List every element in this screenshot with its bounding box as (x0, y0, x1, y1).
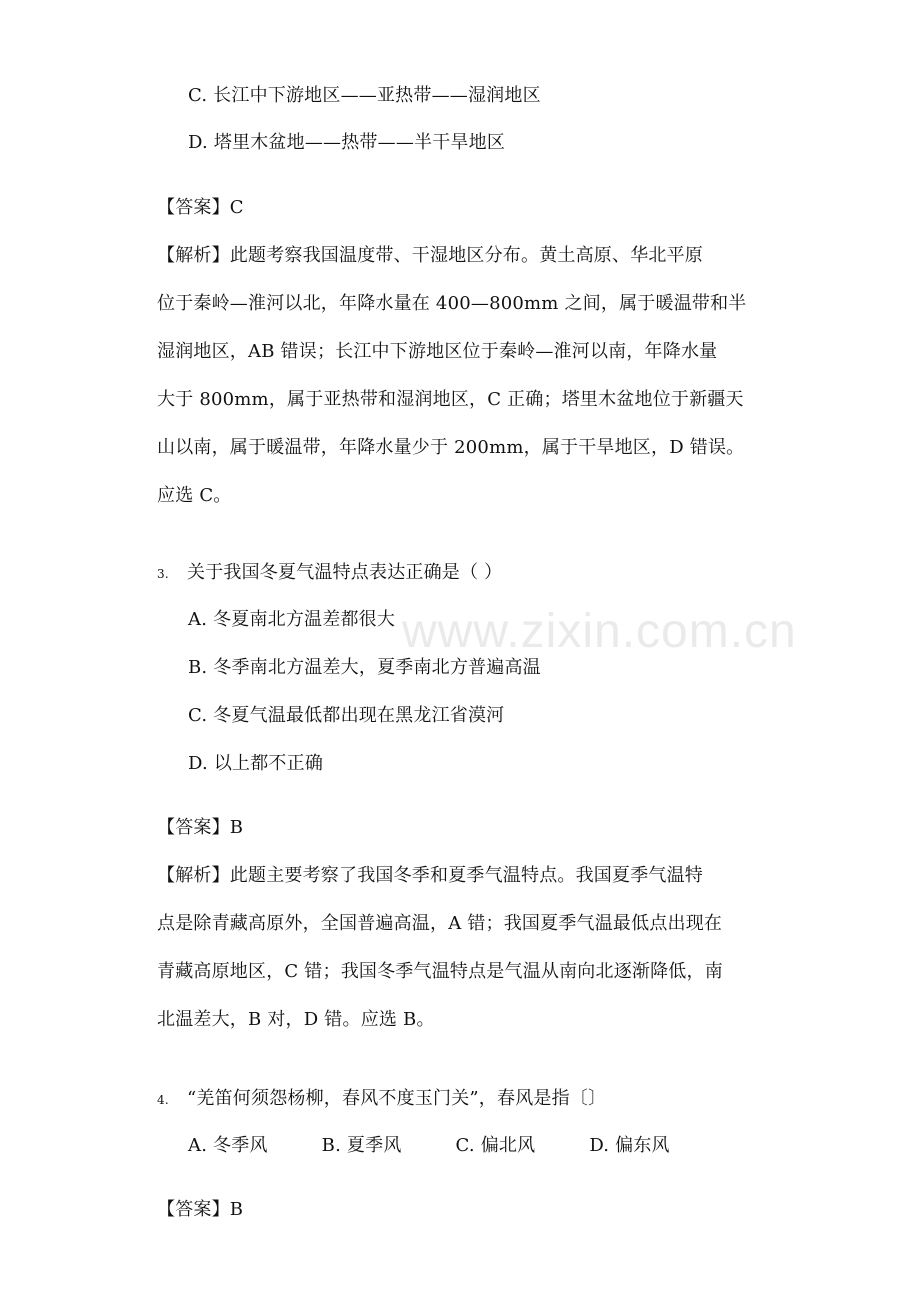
q3-answer: 【答案】B (157, 817, 244, 838)
q3-option-b: B. 冬季南北方温差大，夏季南北方普遍高温 (188, 657, 541, 678)
q2-answer: 【答案】C (157, 197, 244, 218)
q4-option-a: A. 冬季风 (188, 1135, 268, 1156)
q2-analysis-line: 大于 800mm，属于亚热带和湿润地区，C 正确；塔里木盆地位于新疆天 (157, 389, 744, 410)
q4-stem-row (157, 1087, 606, 1112)
q4-option-c: C. 偏北风 (455, 1135, 536, 1156)
q3-option-c: C. 冬夏气温最低都出现在黑龙江省漠河 (188, 705, 505, 726)
q3-analysis-line: 青藏高原地区，C 错；我国冬季气温特点是气温从南向北逐渐降低，南 (157, 961, 723, 982)
q2-option-c: C. 长江中下游地区——亚热带——湿润地区 (188, 85, 541, 106)
q4-option-b: B. 夏季风 (321, 1135, 402, 1156)
q3-stem: 关于我国冬夏气温特点表达正确是（ ） (187, 562, 503, 583)
watermark: www.zixin.com.cn (402, 605, 797, 658)
q4-options-row (188, 1134, 724, 1158)
q3-number: 3. (157, 567, 169, 581)
q2-analysis-line: 应选 C。 (157, 485, 232, 506)
q4-option-d: D. 偏东风 (589, 1135, 670, 1156)
q2-option-d: D. 塔里木盆地——热带——半干旱地区 (188, 132, 506, 153)
q4-answer: 【答案】B (157, 1199, 244, 1220)
q2-analysis-line: 【解析】此题考察我国温度带、干湿地区分布。黄土高原、华北平原 (157, 245, 703, 266)
q3-stem-row (157, 561, 502, 586)
q3-option-a: A. 冬夏南北方温差都很大 (188, 609, 396, 630)
q4-number: 4. (157, 1093, 169, 1107)
q3-analysis-line: 【解析】此题主要考察了我国冬季和夏季气温特点。我国夏季气温特 (157, 865, 703, 886)
q3-analysis-line: 点是除青藏高原外，全国普遍高温，A 错；我国夏季气温最低点出现在 (157, 913, 723, 934)
q2-analysis-line: 山以南，属于暖温带，年降水量少于 200mm，属于干旱地区，D 错误。 (157, 437, 745, 458)
q2-analysis-line: 湿润地区，AB 错误；长江中下游地区位于秦岭—淮河以南，年降水量 (157, 341, 718, 362)
q2-analysis-line: 位于秦岭—淮河以北，年降水量在 400—800mm 之间，属于暖温带和半 (157, 293, 747, 314)
q4-stem: “羌笛何须怨杨柳，春风不度玉门关”，春风是指〔〕 (187, 1088, 607, 1109)
q3-analysis-line: 北温差大，B 对，D 错。应选 B。 (157, 1009, 435, 1030)
q3-option-d: D. 以上都不正确 (188, 753, 324, 774)
